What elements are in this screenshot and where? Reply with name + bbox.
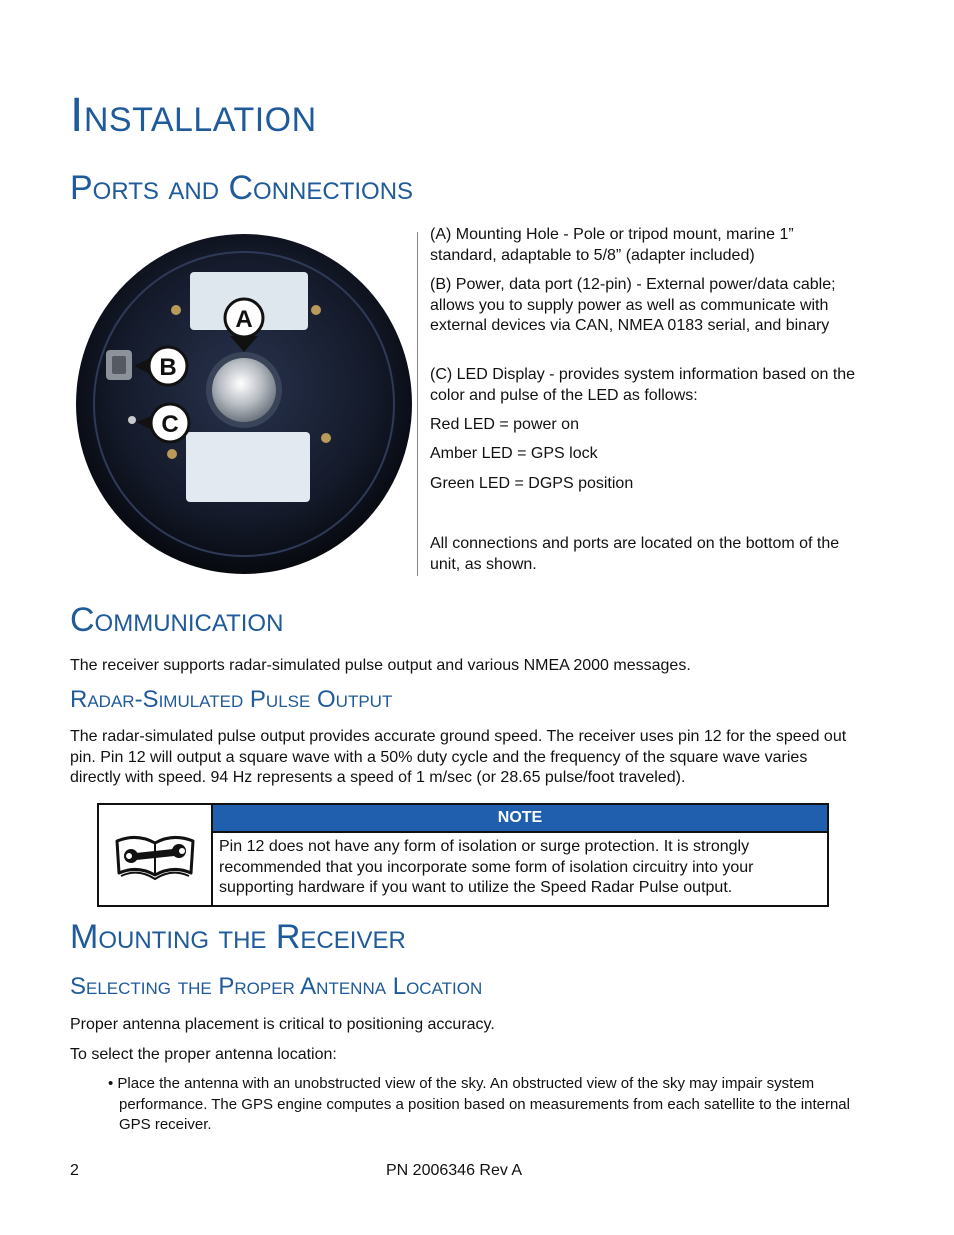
svg-text:C: C (161, 411, 179, 438)
communication-intro: The receiver supports radar-simulated pulse output and various NMEA 2000 messages. (70, 657, 691, 674)
column-divider (417, 232, 418, 576)
page-number: 2 (70, 1162, 79, 1179)
section-heading-communication: Communication (70, 601, 284, 639)
svg-text:B: B (159, 354, 177, 381)
port-item-a: (A) Mounting Hole - Pole or tripod mount, marine 1” standard, adaptable to 5/8” (adapter included) (430, 226, 794, 264)
subheading-antenna-location: Selecting the Proper Antenna Location (70, 973, 483, 1000)
mounting-bullet: • Place the antenna with an unobstructed view of the sky. An obstructed view of the sky may impair system performance. The GPS engine computes a position based on measurements from each satellite to the internal GPS receiver. (108, 1075, 850, 1133)
page-title: Installation (70, 89, 317, 142)
led-red: Red LED = power on (430, 416, 579, 433)
led-amber: Amber LED = GPS lock (430, 445, 598, 462)
section-heading-ports: Ports and Connections (70, 169, 414, 207)
mounting-para-1: Proper antenna placement is critical to positioning accuracy. (70, 1016, 495, 1033)
note-icon-cell (99, 805, 213, 905)
subheading-radar-pulse: Radar-Simulated Pulse Output (70, 686, 393, 713)
port-item-b: (B) Power, data port (12-pin) - External power/data cable; allows you to supply power as well as communicate with external devices via CAN, NMEA 0183 serial, and binary (430, 276, 836, 334)
receiver-bottom-photo (72, 232, 416, 576)
radar-pulse-body: The radar-simulated pulse output provides accurate ground speed. The receiver uses pin 12 for the speed out pin. Pin 12 will output a square wave with a 50% duty cycle and the frequency of the square wave varies directly with speed. 94 Hz represents a speed of 1 m/sec (or 28.65 pulse/foot traveled). (70, 728, 847, 786)
port-item-c: (C) LED Display - provides system information based on the color and pulse of the LED as follows: (430, 366, 856, 404)
led-green: Green LED = DGPS position (430, 475, 634, 492)
note-box (97, 803, 829, 907)
section-heading-mounting: Mounting the Receiver (70, 918, 406, 956)
part-number: PN 2006346 Rev A (386, 1162, 523, 1179)
note-header: NOTE (213, 805, 827, 833)
book-wrench-icon (111, 827, 199, 883)
note-text: Pin 12 does not have any form of isolation or surge protection. It is strongly recommended that you incorporate some form of isolation circuitry into your supporting hardware if you want to utilize the Speed Radar Pulse output. (219, 838, 754, 896)
svg-text:A: A (235, 306, 253, 333)
mounting-para-2: To select the proper antenna location: (70, 1046, 337, 1063)
note-content (213, 805, 827, 905)
ports-location-note: All connections and ports are located on the bottom of the unit, as shown. (430, 535, 840, 573)
